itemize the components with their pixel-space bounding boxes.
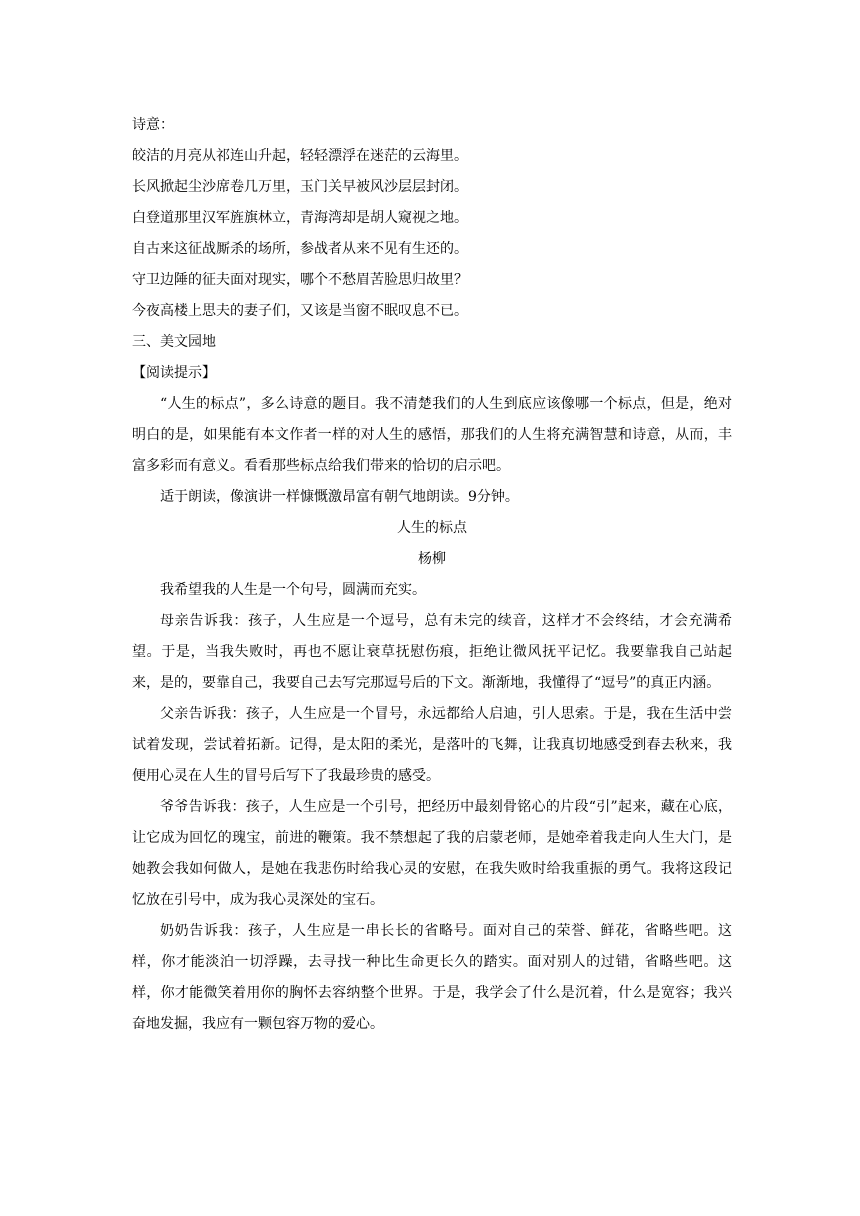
poem-meaning-line: 白登道那里汉军旌旗林立，青海湾却是胡人窥视之地。 bbox=[132, 210, 468, 226]
poem-meaning-line: 今夜高楼上思夫的妻子们，又该是当窗不眠叹息不已。 bbox=[132, 303, 468, 319]
section-heading: 三、美文园地 bbox=[132, 334, 216, 350]
article-author: 杨柳 bbox=[418, 551, 446, 567]
poem-meaning-line: 守卫边陲的征夫面对现实，哪个不愁眉苦脸思归故里？ bbox=[132, 272, 468, 288]
reading-tip-label: 【阅读提示】 bbox=[132, 365, 216, 381]
poem-meaning-line: 自古来这征战厮杀的场所，参战者从来不见有生还的。 bbox=[132, 241, 468, 257]
poem-meaning-line: 皎洁的月亮从祁连山升起，轻轻漂浮在迷茫的云海里。 bbox=[132, 148, 468, 164]
article-paragraph: 父亲告诉我：孩子，人生应是一个冒号，永远都给人启迪，引人思索。于是，我在生活中尝试着发现，尝试着拓新。记得，是太阳的柔光，是落叶的飞舞，让我真切地感受到春去秋来，我便用心灵在人生的冒号后写下了我最珍贵的感受。 bbox=[132, 706, 732, 784]
article-paragraph: 奶奶告诉我：孩子，人生应是一串长长的省略号。面对自己的荣誉、鲜花，省略些吧。这样，你才能淡泊一切浮躁，去寻找一种比生命更长久的踏实。面对别人的过错，省略些吧。这样，你才能微笑着用你的胸怀去容纳整个世界。于是，我学会了什么是沉着，什么是宽容；我兴奋地发掘，我应有一颗包容万物的爱心。 bbox=[132, 923, 732, 1032]
reading-note: 适于朗读，像演讲一样慷慨激昂富有朝气地朗读。9分钟。 bbox=[160, 489, 519, 505]
article-paragraph: 爷爷告诉我：孩子，人生应是一个引号，把经历中最刻骨铭心的片段“引”起来，藏在心底，让它成为回忆的瑰宝，前进的鞭策。我不禁想起了我的启蒙老师，是她牵着我走向人生大门，是她教会我如何做人，是她在我悲伤时给我心灵的安慰，在我失败时给我重振的勇气。我将这段记忆放在引号中，成为我心灵深处的宝石。 bbox=[132, 799, 732, 908]
poem-meaning-heading: 诗意： bbox=[132, 117, 174, 133]
article-paragraph: 母亲告诉我：孩子，人生应是一个逗号，总有未完的续音，这样才不会终结，才会充满希望。于是，当我失败时，再也不愿让衰草抚慰伤痕，拒绝让微风抚平记忆。我要靠我自己站起来，是的，要靠自己，我要自己去写完那逗号后的下文。渐渐地，我懂得了“逗号”的真正内涵。 bbox=[132, 613, 732, 691]
article-title: 人生的标点 bbox=[397, 520, 467, 536]
reading-tip-text: “人生的标点”，多么诗意的题目。我不清楚我们的人生到底应该像哪一个标点，但是，绝对明白的是，如果能有本文作者一样的对人生的感悟，那我们的人生将充满智慧和诗意，从而，丰富多彩而有意义。看看那些标点给我们带来的恰切的启示吧。 bbox=[132, 396, 732, 474]
article-paragraph: 我希望我的人生是一个句号，圆满而充实。 bbox=[160, 582, 426, 598]
document-content bbox=[132, 110, 732, 1040]
poem-meaning-line: 长风掀起尘沙席卷几万里，玉门关早被风沙层层封闭。 bbox=[132, 179, 468, 195]
